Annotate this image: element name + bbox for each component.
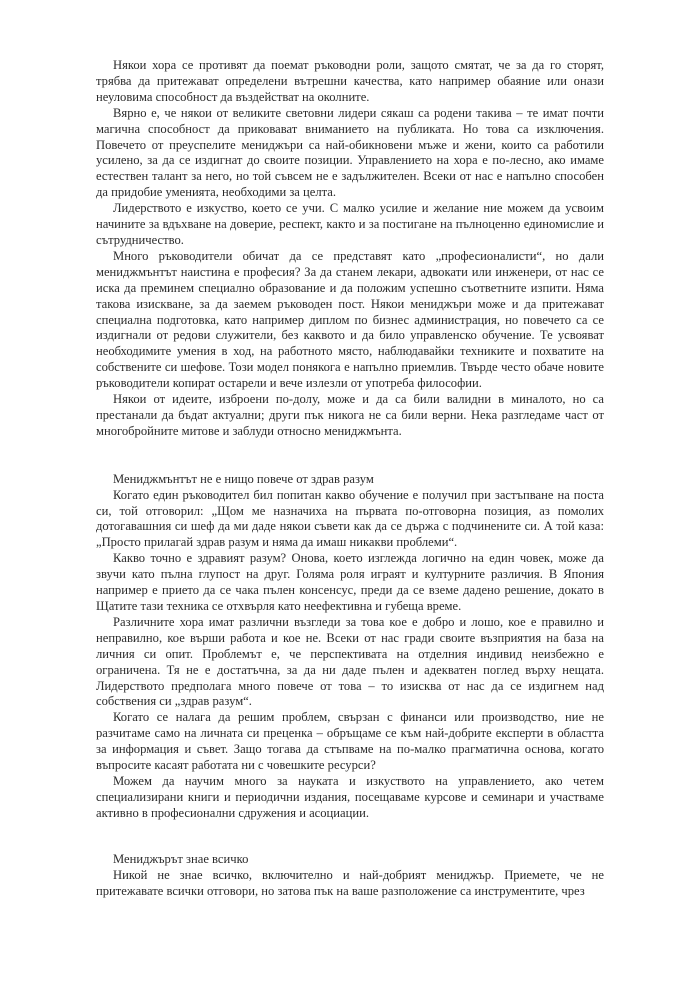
document-body [96,58,604,899]
paragraph: Много ръководители обичат да се представят като „професионалисти“, но дали мениджмънтът наистина е професия? За да станем лекари, адвокати или инженери, от нас се иска да преминем специално образование и да положим успешно съответните изпити. Няма такова изискване, за да заемем ръководен пост. Някои мениджъри може и да притежават специална подготовка, като например диплом по бизнес администрация, но повечето са се издигнали от редови служители, без каквото и да било управленско обучение. Те усвояват необходимите умения в ход, на работното място, наблюдавайки техниките и похватите на собствените си шефове. Този модел понякога е напълно приемлив. Твърде често обаче новите ръководители копират остарели и вече излезли от употреба философии. [96,248,604,391]
paragraph: Когато един ръководител бил попитан какво обучение е получил при застъпване на поста си, той отговорил: „Щом ме назначиха на първата по-отговорна позиция, аз помолих дотогавашния си шеф да ми даде някои съвети как да се държа с подчинените си. А той каза: „Просто прилагай здрав разум и няма да имаш никакви проблеми“. [96,487,604,550]
paragraph: Лидерството е изкуство, което се учи. С малко усилие и желание ние можем да усвоим начините за вдъхване на доверие, респект, както и за постигане на пълноценно единомислие и сътрудничество. [96,201,604,247]
paragraph: Никой не знае всичко, включително и най-добрият мениджър. Приемете, че не притежавате всички отговори, но затова пък на ваше разположение са инструментите, чрез [96,867,604,898]
section-manager-knows-all [96,852,604,900]
paragraph: Различните хора имат различни възгледи за това кое е добро и лошо, кое е правилно и неправилно, кое върши работа и кое не. Всеки от нас гради своите възприятия на база на личния си опит. Проблемът е, че перспективата на отделния индивид неизбежно е ограничена. Тя не е достатъчна, за да ни даде пълен и адекватен поглед върху нещата. Лидерството предполага много повече от това – то изисква от нас да се издигнем над собствения си „здрав разум“. [96,614,604,709]
paragraph: Някои от идеите, изброени по-долу, може и да са били валидни в миналото, но са престанали да бъдат актуални; други пък никога не са били верни. Нека разгледаме част от многобройните митове и заблуди относно мениджмънта. [96,392,604,438]
section-heading: Мениджърът знае всичко [113,851,249,866]
paragraph: Когато се налага да решим проблем, свързан с финанси или производство, ние не разчитаме само на личната си преценка – обръщаме се към най-добрите експерти в областта за информация и съвет. Защо тогава да стъпваме на по-малко прагматична основа, когато въпросите касаят работата ни с човешките ресурси? [96,710,604,773]
section-common-sense [96,472,604,822]
section-heading: Мениджмънтът не е нищо повече от здрав разум [113,471,374,486]
section-spacer [96,822,604,852]
paragraph: Вярно е, че някои от великите световни лидери сякаш са родени такива – те имат почти магична способност да приковават вниманието на публиката. Но това са изключения. Повечето от преуспелите мениджъри са най-обикновени мъже и жени, които са работили усилено, за да се издигнат до своите позиции. Управлението на хора е по-лесно, ако имаме естествен талант за него, но той съвсем не е задължителен. Всеки от нас е напълно способен да придобие уменията, необходими за целта. [96,105,604,200]
paragraph: Какво точно е здравият разум? Онова, което изглежда логично на един човек, може да звучи като пълна глупост на друг. Голяма роля играят и културните различия. В Япония например е прието да се чака пълен консенсус, преди да се вземе дадено решение, докато в Щатите тази техника се отхвърля като неефективна и губеща време. [96,551,604,613]
section-spacer [96,440,604,472]
paragraph: Някои хора се противят да поемат ръководни роли, защото смятат, че за да го сторят, трябва да притежават определени вътрешни качества, като например обаяние или онази неуловима способност да въздействат на околните. [96,58,604,104]
section-intro [96,58,604,440]
paragraph: Можем да научим много за науката и изкуството на управлението, ако четем специализирани книги и периодични издания, посещаваме курсове и семинари и участваме активно в професионални сдружения и асоциации. [96,773,604,820]
